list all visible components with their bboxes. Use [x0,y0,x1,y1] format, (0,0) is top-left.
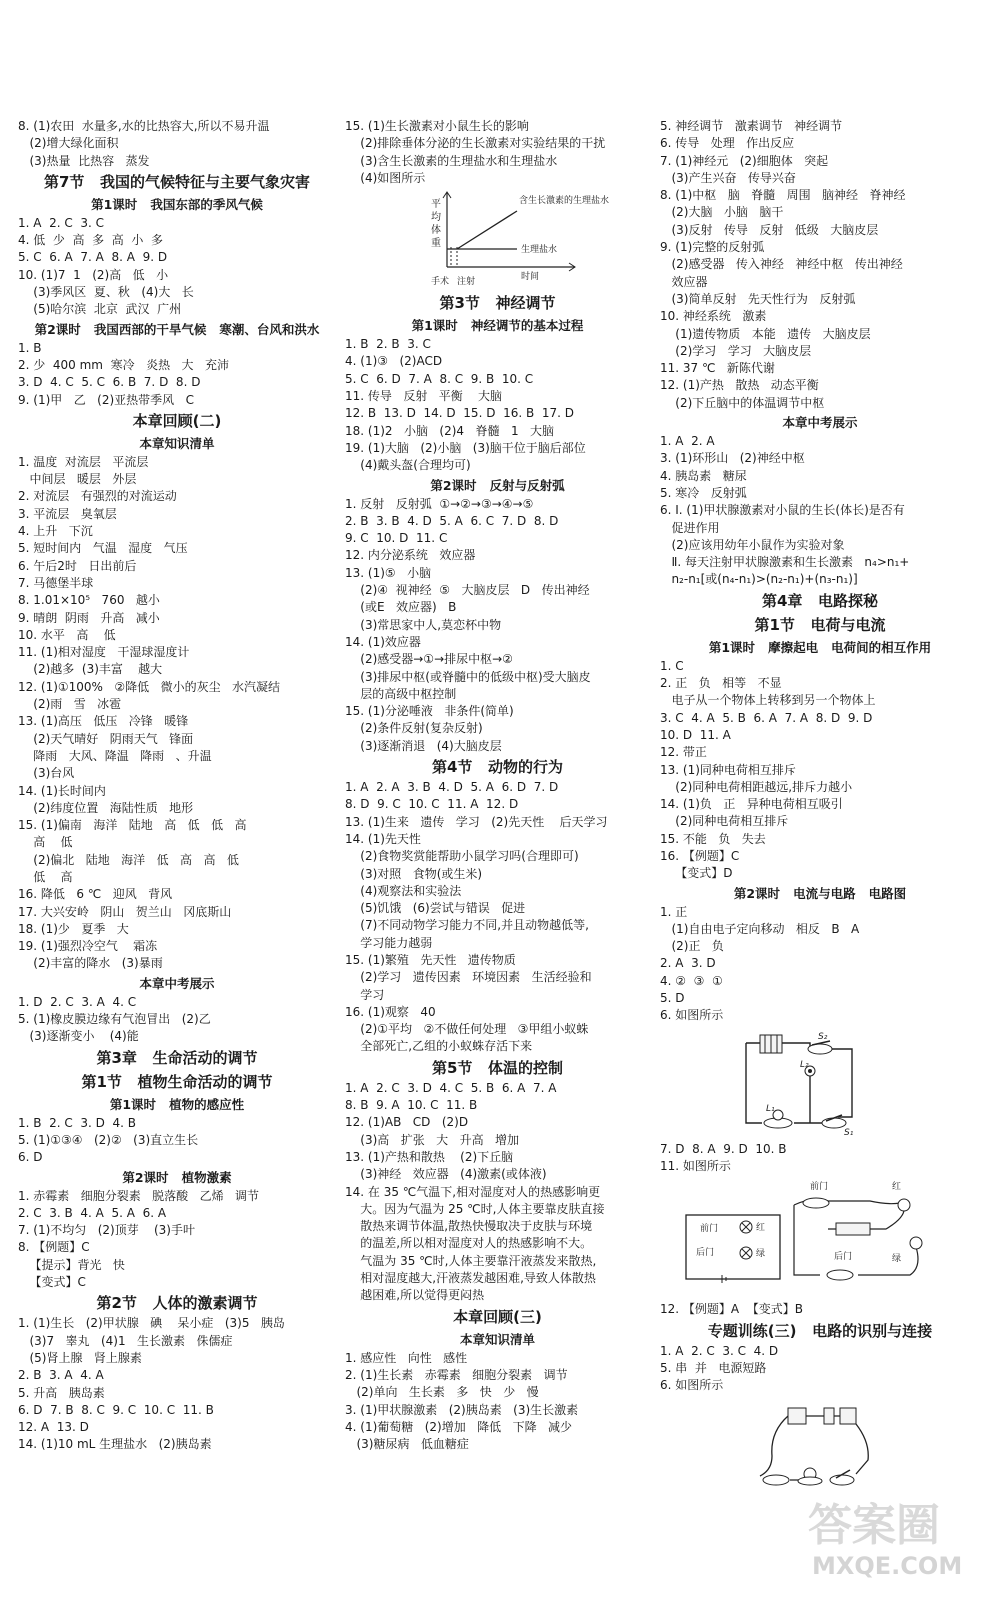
answer-line: 1. 感应性 向性 感性 [345,1350,468,1365]
answer-line: 12. 内分泌系统 效应器 [345,548,476,563]
answer-line: 【变式】D [660,866,733,881]
answer-line: (3)排尿中枢(或脊髓中的低级中枢)受大脑皮 [345,669,591,684]
answer-line: 4. ② ③ ① [660,973,723,988]
circuit1-l1-label: L₁ [766,1103,775,1114]
answer-line: 12. 带正 [660,745,707,760]
weight-time-graph [345,189,650,289]
lesson-heading: 第1课时 植物的感应性 [109,1096,245,1112]
answer-line: 2. 正 负 相等 不显 [660,676,782,691]
answer-line: 8. 【例题】C [18,1240,90,1255]
answer-line: 6. 午后2时 日出前后 [18,558,137,573]
answer-line: 8. (1)农田 水量多,水的比热容大,所以不易升温 [18,119,270,133]
answer-line: 1. C [660,658,684,673]
graph-xlabel: 时间 [521,272,540,283]
answer-line: 1. A 2. A 3. B 4. D 5. A 6. D 7. D [345,780,559,795]
answer-line: 6. 如图所示 [660,1378,724,1393]
lesson-heading: 第2课时 我国西部的干旱气候 寒潮、台风和洪水 [34,321,320,337]
answer-line: (3)热量 比热容 蒸发 [18,153,150,168]
answer-line: 14. 在 35 ℃气温下,相对湿度对人的热感影响更 [345,1184,601,1199]
answer-line: n₂-n₁[或(n₄-n₁)>(n₂-n₁)+(n₃-n₁)] [660,572,858,587]
answer-line: (2)④ 视神经 ⑤ 大脑皮层 D 传出神经 [345,583,590,598]
answer-line: 12. A 13. D [18,1420,89,1435]
answer-line: 7. D 8. A 9. D 10. B [660,1141,787,1156]
answer-column-2 [345,118,650,1453]
answer-line: (4)戴头盔(合理均可) [345,458,471,473]
answer-line: 8. B 9. A 10. C 11. B [345,1098,478,1113]
answer-line: 15. 不能 负 失去 [660,831,766,846]
lesson-heading: 第2课时 电流与电路 电路图 [733,885,907,901]
answer-line: 相对湿度越大,汗液蒸发越困难,导致人体散热 [345,1271,596,1286]
answer-line: 13. (1)生来 遗传 学习 (2)先天性 后天学习 [345,814,608,829]
lesson-heading: 第2课时 反射与反射弧 [430,477,565,493]
answer-line: 13. (1)高压 低压 冷锋 暖锋 [18,714,189,729]
answer-line: 2. (1)生长素 赤霉素 细胞分裂素 调节 [345,1367,568,1382]
circuit1-l2-label: L₂ [800,1059,809,1070]
graph-ylabel-3: 体 [431,225,441,237]
answer-column-1 [18,118,336,1454]
answer-line: (3)产生兴奋 传导兴奋 [660,170,796,185]
answer-line: 3. 平流层 臭氧层 [18,506,117,521]
circuit2-green-label: 绿 [756,1249,766,1260]
answer-line: (或E 效应器) B [345,600,457,615]
answer-line: 5. 寒冷 反射弧 [660,485,747,500]
answer-line: (2)单向 生长素 多 快 少 慢 [345,1385,539,1400]
lesson-heading: 第1课时 摩擦起电 电荷间的相互作用 [708,639,932,655]
section-heading: 专题训练(三) 电路的识别与连接 [707,1321,933,1340]
answer-line: (2)食物奖赏能帮助小鼠学习吗(合理即可) [345,849,579,864]
answer-line: 15. (1)偏南 海洋 陆地 高 低 低 高 [18,818,247,833]
lesson-heading: 第1课时 神经调节的基本过程 [411,318,584,334]
answer-line: 9. 晴朗 阴雨 升高 减小 [18,610,160,625]
answer-line: 2. 对流层 有强烈的对流运动 [18,489,177,504]
section-heading: 本章回顾(三) [453,1307,542,1326]
section-heading: 第3章 生命活动的调节 [96,1048,258,1067]
graph-ylabel-1: 平 [431,199,441,211]
graph-series-2-label: 生理盐水 [521,245,558,256]
answer-line: 1. A 2. C 3. C 4. D [660,1343,779,1358]
answer-line: 7. 马德堡半球 [18,575,94,590]
lesson-heading: 本章知识清单 [459,1331,535,1347]
lesson-heading: 第1课时 我国东部的季风气候 [91,196,263,212]
answer-line: 1. (1)生长 (2)甲状腺 碘 呆小症 (3)5 胰岛 [18,1316,285,1331]
graph-mark-surgery: 手术 [431,277,450,288]
answer-line: 13. (1)同种电荷相互排斥 [660,762,796,777]
answer-line: (3)7 睾丸 (4)1 生长激素 侏儒症 [18,1333,233,1348]
answer-line: 11. (1)相对湿度 干湿球湿度计 [18,645,190,660]
answer-line: 14. (1)效应器 [345,634,421,649]
answer-line: 5. D [660,991,685,1006]
answer-line: (2)增大绿化面积 [18,136,119,151]
circuit-diagram-6 [660,1027,980,1139]
answer-line: 10. D 11. A [660,727,731,742]
answer-line: (2)大脑 小脑 脑干 [660,205,784,220]
answer-line: 1. 反射 反射弧 ①→②→③→④→⑤ [345,496,534,511]
answer-line: (2)应该用幼年小鼠作为实验对象 [660,537,845,552]
answer-line: 5. 神经调节 激素调节 神经调节 [660,119,843,133]
answer-line: (2)丰富的降水 (3)暴雨 [18,956,163,971]
answer-line: (3)台风 [18,766,75,781]
answer-line: (2)同种电荷相互排斥 [660,814,789,829]
answer-line: 9. (1)甲 乙 (2)亚热带季风 C [18,392,194,407]
answer-line: 1. 赤霉素 细胞分裂素 脱落酸 乙烯 调节 [18,1188,260,1203]
answer-line: (2)学习 遗传因素 环境因素 生活经验和 [345,970,592,985]
answer-line: 16. (1)观察 40 [345,1004,436,1019]
section-heading: 本章回顾(二) [132,411,222,430]
answer-line: (3)高 扩张 大 升高 增加 [345,1132,520,1147]
circuit2-front-label: 前门 [700,1224,719,1235]
graph-ylabel-2: 均 [431,212,441,224]
answer-line: (5)肾上腺 肾上腺素 [18,1350,142,1365]
answer-line: 3. C 4. A 5. B 6. A 7. A 8. D 9. D [660,710,873,725]
answer-line: 15. (1)分泌唾液 非条件(简单) [345,704,514,719]
section-heading: 第1节 电荷与电流 [754,615,886,634]
answer-line: 19. (1)强烈冷空气 霜冻 [18,939,158,954]
answer-line: 12. (1)产热 散热 动态平衡 [660,378,819,393]
answer-column-3 [660,118,980,1488]
answer-line: 【变式】C [18,1275,86,1290]
graph-series-1-label: 含生长激素的生理盐水 [519,196,610,207]
answer-line: 6. D 7. B 8. C 9. C 10. C 11. B [18,1402,214,1417]
answer-line: 低 高 [18,869,73,884]
answer-line: 大。因为气温为 25 ℃时,人体主要靠皮肤直接 [345,1201,605,1216]
answer-line: (2)雨 雪 冰雹 [18,697,122,712]
answer-line: 9. (1)完整的反射弧 [660,240,765,255]
answer-line: 3. (1)环形山 (2)神经中枢 [660,451,805,466]
answer-line: (2)越多 (3)丰富 越大 [18,662,163,677]
answer-line: 1. B 2. B 3. C [345,337,431,352]
answer-line: 15. (1)生长激素对小鼠生长的影响 [345,119,529,133]
answer-line: 5. 短时间内 气温 湿度 气压 [18,541,188,556]
answer-line: 12. (1)AB CD (2)D [345,1115,469,1130]
circuit2-red-label-pictorial: 红 [892,1182,902,1193]
answer-line: 16. 降低 6 ℃ 迎风 背风 [18,887,173,902]
answer-line: 4. (1)③ (2)ACD [345,354,443,369]
circuit2-red-label: 红 [756,1223,766,1234]
answer-line: 电子从一个物体上转移到另一个物体上 [660,693,876,708]
circuit1-s1-label: S₁ [844,1127,854,1138]
answer-line: 11. 如图所示 [660,1158,731,1173]
answer-line: 5. 串 并 电源短路 [660,1360,767,1375]
answer-line: (2)下丘脑中的体温调节中枢 [660,395,825,410]
answer-line: 学习能力越弱 [345,935,433,950]
answer-line: 13. (1)产热和散热 (2)下丘脑 [345,1149,514,1164]
answer-line: 10. 水平 高 低 [18,627,116,642]
answer-line: (3)反射 传导 反射 低级 大脑皮层 [660,222,879,237]
answer-line: 4. 上升 下沉 [18,524,93,539]
answer-line: 4. 低 少 高 多 高 小 多 [18,233,164,248]
answer-line: 15. (1)繁殖 先天性 遗传物质 [345,952,516,967]
answer-line: 降雨 大风、降温 降雨 、升温 [18,748,212,763]
section-heading: 第4章 电路探秘 [761,591,879,610]
answer-line: 4. 胰岛素 糖尿 [660,468,747,483]
answer-line: 18. (1)2 小脑 (2)4 脊髓 1 大脑 [345,423,555,438]
answer-line: (2)同种电荷相距越远,排斥力越小 [660,779,853,794]
answer-line: 6. 如图所示 [660,1008,724,1023]
circuit2-back-label: 后门 [696,1248,715,1259]
answer-line: 高 低 [18,835,73,850]
answer-line: 2. A 3. D [660,956,716,971]
answer-line: 12. B 13. D 14. D 15. D 16. B 17. D [345,406,574,421]
graph-mark-injection: 注射 [457,277,476,288]
answer-line: (5)哈尔滨 北京 武汉 广州 [18,302,182,317]
answer-line: 17. 大兴安岭 阴山 贺兰山 冈底斯山 [18,904,232,919]
answer-line: 18. (1)少 夏季 大 [18,921,129,936]
answer-line: (3)逐渐变小 (4)能 [18,1029,139,1044]
answer-line: (3)神经 效应器 (4)激素(或体液) [345,1167,547,1182]
answer-line: 散热来调节体温,散热快慢取决于皮肤与环境 [345,1219,593,1234]
answer-line: (4)观察法和实验法 [345,883,462,898]
answer-line: 学习 [345,987,385,1002]
watermark-text: 答案圈 [808,1500,940,1551]
section-heading: 第4节 动物的行为 [431,758,564,777]
answer-line: 19. (1)大脑 (2)小脑 (3)脑干位于脑后部位 [345,440,586,455]
circuit1-s2-label: S₂ [818,1031,828,1042]
answer-line: 10. (1)7 1 (2)高 低 小 [18,267,169,282]
answer-line: (2)①平均 ②不做任何处理 ③甲组小蚁蛛 [345,1022,589,1037]
section-heading: 第2节 人体的激素调节 [96,1294,258,1313]
answer-line: 16. 【例题】C [660,848,740,863]
answer-line: 2. 少 400 mm 寒冷 炎热 大 充沛 [18,357,229,372]
answer-line: (4)如图所示 [345,170,426,185]
answer-line: 效应器 [660,274,708,289]
answer-line: 6. 传导 处理 作出反应 [660,136,795,151]
answer-line: (3)常思家中人,莫恋杯中物 [345,617,502,632]
answer-line: 的温差,所以相对湿度对人的热感影响不大。 [345,1236,593,1251]
answer-line: 6. Ⅰ. (1)甲状腺激素对小鼠的生长(体长)是否有 [660,503,905,518]
answer-line: 14. (1)负 正 异种电荷相互吸引 [660,797,843,812]
watermark-logo [802,1490,982,1586]
answer-line: (2)学习 学习 大脑皮层 [660,343,812,358]
answer-line: 层的高级中枢控制 [345,686,457,701]
answer-line: 14. (1)10 mL 生理盐水 (2)胰岛素 [18,1437,212,1452]
answer-line: (3)含生长激素的生理盐水和生理盐水 [345,153,558,168]
watermark-url: MXQE.COM [812,1552,963,1580]
answer-line: (2)感受器→①→排尿中枢→② [345,652,513,667]
answer-line: 全部死亡,乙组的小蚁蛛存活下来 [345,1039,533,1054]
answer-line: (2)条件反射(复杂反射) [345,721,483,736]
section-heading: 第7节 我国的气候特征与主要气象灾害 [43,172,311,191]
answer-line: 5. (1)橡皮膜边缘有气泡冒出 (2)乙 [18,1012,211,1027]
answer-line: 1. D 2. C 3. A 4. C [18,994,137,1009]
circuit-diagram-special-6 [660,1396,980,1486]
answer-line: 14. (1)长时间内 [18,783,106,798]
answer-line: (3)糖尿病 低血糖症 [345,1437,469,1452]
answer-line: 1. A 2. C 3. C [18,215,105,230]
circuit2-front-label-pictorial: 前门 [810,1182,829,1193]
answer-line: 10. 神经系统 激素 [660,309,767,324]
answer-line: 7. (1)不均匀 (2)顶芽 (3)手叶 [18,1223,195,1238]
answer-line: (2)正 负 [660,939,724,954]
answer-line: 8. (1)中枢 脑 脊髓 周围 脑神经 脊神经 [660,188,906,203]
answer-line: 1. B [18,340,42,355]
answer-line: 1. B 2. C 3. D 4. B [18,1115,137,1130]
answer-line: 14. (1)先天性 [345,831,421,846]
answer-line: (5)饥饿 (6)尝试与错误 促进 [345,901,526,916]
answer-line: 12. 【例题】A 【变式】B [660,1302,803,1317]
circuit2-back-label-pictorial: 后门 [834,1252,853,1263]
answer-line: 促进作用 [660,520,720,535]
section-heading: 第5节 体温的控制 [431,1058,564,1077]
answer-line: 5. 升高 胰岛素 [18,1385,105,1400]
answer-line: 1. A 2. A [660,434,715,449]
lesson-heading: 本章中考展示 [139,975,215,991]
circuit2-green-label-pictorial: 绿 [892,1254,902,1265]
answer-line: 5. (1)①③④ (2)② (3)直立生长 [18,1132,199,1147]
answer-line: 5. C 6. A 7. A 8. A 9. D [18,250,168,265]
answer-line: 4. (1)葡萄糖 (2)增加 降低 下降 减少 [345,1419,573,1434]
answer-line: (3)简单反射 先天性行为 反射弧 [660,291,856,306]
answer-line: (3)逐渐消退 (4)大脑皮层 [345,738,502,753]
answer-line: (1)自由电子定向移动 相反 B A [660,921,860,936]
answer-line: (3)季风区 夏、秋 (4)大 长 [18,285,194,300]
lesson-heading: 本章中考展示 [782,415,858,431]
answer-line: 气温为 35 ℃时,人体主要靠汗液蒸发来散热, [345,1253,597,1268]
answer-line: 【提示】背光 快 [18,1257,125,1272]
answer-line: 11. 37 ℃ 新陈代谢 [660,361,775,376]
answer-line: 3. (1)甲状腺激素 (2)胰岛素 (3)生长激素 [345,1402,579,1417]
answer-line: 1. A 2. C 3. D 4. C 5. B 6. A 7. A [345,1080,557,1095]
answer-line: 12. (1)①100% ②降低 微小的灰尘 水汽凝结 [18,679,281,694]
answer-line: Ⅱ. 每天注射甲状腺激素和生长激素 n₄>n₁+ [660,555,910,570]
answer-line: 8. 1.01×10⁵ 760 越小 [18,593,160,608]
section-heading: 第1节 植物生命活动的调节 [81,1072,273,1091]
door-bell-circuit-diagrams [660,1177,980,1299]
section-heading: 第3节 神经调节 [439,294,556,313]
answer-line: 3. D 4. C 5. C 6. B 7. D 8. D [18,375,201,390]
graph-ylabel-4: 重 [431,238,441,250]
answer-line: (2)感受器 传入神经 神经中枢 传出神经 [660,257,903,272]
answer-line: (2)天气晴好 阴雨天气 锋面 [18,731,194,746]
answer-line: 6. D [18,1150,43,1165]
answer-line: (2)排除垂体分泌的生长激素对实验结果的干扰 [345,136,606,151]
answer-line: 11. 传导 反射 平衡 大脑 [345,389,503,404]
answer-line: (1)遗传物质 本能 遗传 大脑皮层 [660,326,871,341]
answer-line: (7)不同动物学习能力不同,并且动物越低等, [345,918,589,933]
answer-line: 2. B 3. A 4. A [18,1368,104,1383]
answer-line: 5. C 6. D 7. A 8. C 9. B 10. C [345,371,534,386]
answer-line: 8. D 9. C 10. C 11. A 12. D [345,797,519,812]
answer-line: 越困难,所以觉得更闷热 [345,1288,485,1303]
answer-line: 7. (1)神经元 (2)细胞体 突起 [660,153,829,168]
answer-line: 1. 正 [660,904,688,919]
lesson-heading: 本章知识清单 [139,435,215,451]
answer-line: (2)偏北 陆地 海洋 低 高 高 低 [18,852,239,867]
answer-line: 2. C 3. B 4. A 5. A 6. A [18,1205,167,1220]
answer-line: 9. C 10. D 11. C [345,531,448,546]
answer-line: 1. 温度 对流层 平流层 [18,454,149,469]
answer-line: 13. (1)⑤ 小脑 [345,565,432,580]
answer-line: (2)纬度位置 海陆性质 地形 [18,800,194,815]
lesson-heading: 第2课时 植物激素 [122,1169,232,1185]
answer-line: 2. B 3. B 4. D 5. A 6. C 7. D 8. D [345,513,559,528]
answer-line: (3)对照 食物(或生米) [345,866,483,881]
answer-line: 中间层 暖层 外层 [18,472,137,487]
